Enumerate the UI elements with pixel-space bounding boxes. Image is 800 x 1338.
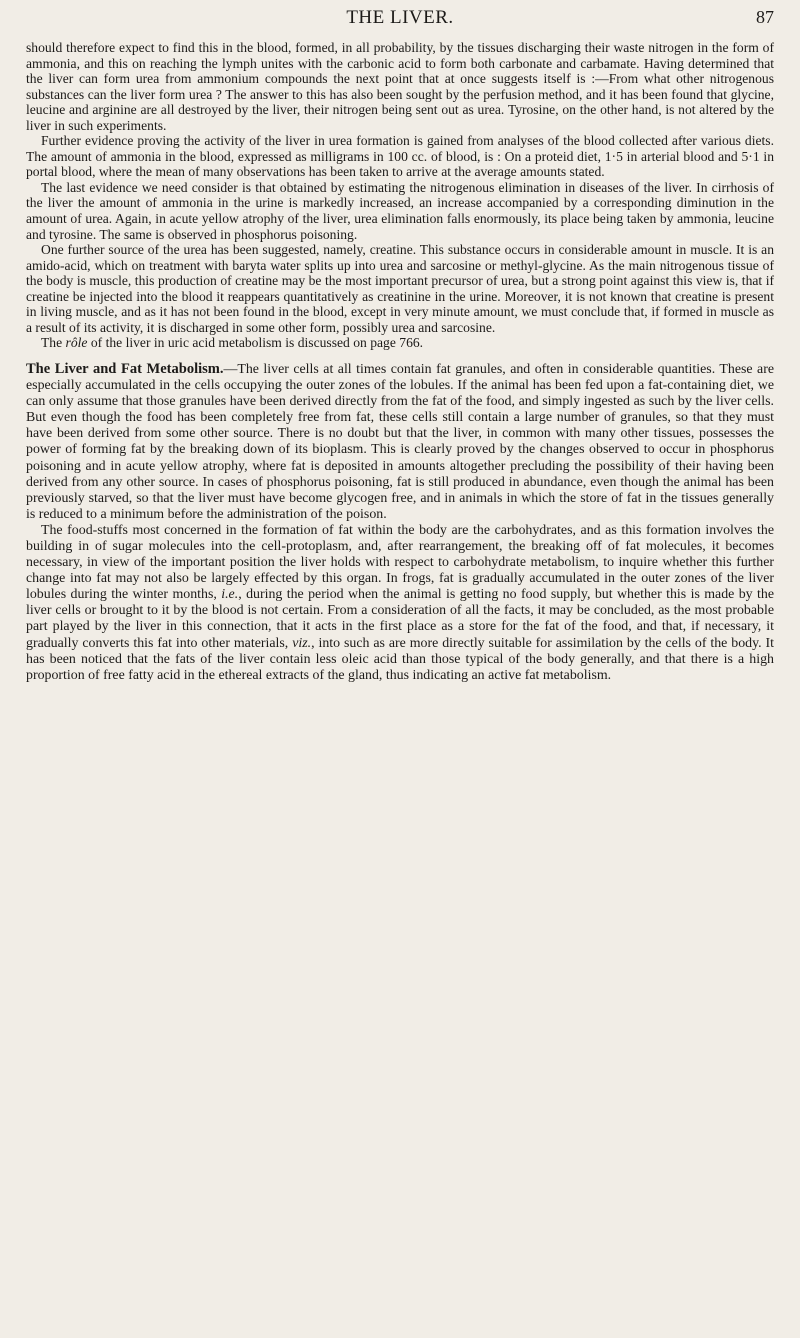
section-heading: The Liver and Fat Metabolism.	[26, 360, 224, 377]
paragraph-uric-acid	[26, 335, 774, 351]
carbohydrates-part-2: , during the period when the animal is getting no food supply, but whether this is made by the liver cells or brought to it by the blood is not certain. From a consideration of all the facts, it may be concluded, as the most probable part played by the liver in this connection, that it acts in the first place as a store for the fat of the food, and that, if necessary, it gradually converts this fat into other materials,	[26, 587, 774, 651]
paragraph-urea-precursors: should therefore expect to find this in the blood, formed, in all probability, by the tissues discharging their waste nitrogen in the form of ammonia, and this on reaching the lymph unites with the carbonic acid to form both carbonate and carbamate. Having determined that the liver can form urea from ammonium compounds the next point that at once suggests itself is :—From what other nitrogenous substances can the liver form urea ? The answer to this has also been sought by the perfusion method, and it has been found that glycine, leucine and arginine are all destroyed by the liver, their nitrogen being sent out as urea. Tyrosine, on the other hand, is not altered by the liver in such experiments.	[26, 40, 774, 133]
paragraph-carbohydrates	[26, 523, 774, 684]
page-number: 87	[756, 7, 774, 27]
role-word: rôle	[65, 335, 88, 351]
paragraph-creatine: One further source of the urea has been suggested, namely, creatine. This substance occurs in considerable amount in muscle. It is an amido-acid, which on treatment with baryta water splits up into urea and sarcosine or methyl-glycine. As the main nitrogenous tissue of the body is muscle, this production of creatine may be the most important precursor of urea, but a strong point against this view is, that if creatine be injected into the blood it reappears quantitatively as creatinine in the urine. Moreover, it is not known that creatine is present in living muscle, and as it has not been found in the blood, except in very minute amount, we must conclude that, if formed in muscle as a result of its activity, it is discharged in some other form, possibly urea and sarcosine.	[26, 242, 774, 335]
ie-abbreviation: i.e.	[221, 587, 239, 603]
paragraph-blood-analyses: Further evidence proving the activity of the liver in urea formation is gained from analyses of the blood collected after various diets. The amount of ammonia in the blood, expressed as milligrams in 100 cc. of blood, is : On a proteid diet, 1·5 in arterial blood and 5·1 in portal blood, where the mean of many observations has been taken to arrive at the average amounts stated.	[26, 133, 774, 180]
page-header	[26, 7, 774, 31]
uric-acid-suffix: of the liver in uric acid metabolism is discussed on page 766.	[87, 335, 424, 351]
paragraph-fat-metabolism	[26, 361, 774, 523]
running-title: THE LIVER.	[346, 7, 454, 28]
viz-abbreviation: viz.	[292, 635, 312, 651]
carbohydrates-part-3: , into such as are more directly suitable for assimilation by the cells of the body. It has been noticed that the fats of the liver contain less oleic acid than those typical of the body generally, and that there is a high proportion of free fatty acid in the ethereal extracts of the gland, thus indicating an active fat metabolism.	[26, 635, 775, 683]
fat-metabolism-text: —The liver cells at all times contain fat granules, and often in considerable quantities. These are especially accumulated in the cells occupying the outer zones of the lobules. If the animal has been fed upon a fat-containing diet, we can only assume that those granules have been derived directly from the fat of the food, and simply ingested as such by the liver cells. But even though the food has been completely free from fat, these cells still contain a large number of granules, so that they must have been derived from some other source. There is no doubt but that the liver, in common with many other tissues, possesses the power of forming fat by the breaking down of its bioplasm. This is clearly proved by the changes observed to occur in phosphorus poisoning and in acute yellow atrophy, where fat is deposited in amounts altogether precluding the possibility of their having been derived from any other source. In cases of phosphorus poisoning, fat is still produced in abundance, even though the animal has been previously starved, so that the liver must have become glycogen free, and in animals in which the store of fat in the tissues generally is reduced to a minimum before the administration of the poison.	[26, 361, 774, 522]
paragraph-liver-diseases: The last evidence we need consider is that obtained by estimating the nitrogenous elimination in diseases of the liver. In cirrhosis of the liver the amount of ammonia in the urine is markedly increased, an increase accompanied by a corresponding diminution in the amount of urea. Again, in acute yellow atrophy of the liver, urea elimination falls enormously, its place being taken by ammonia, leucine and tyrosine. The same is observed in phosphorus poisoning.	[26, 179, 774, 242]
uric-acid-prefix: The	[41, 335, 66, 351]
body-text	[26, 40, 774, 684]
carbohydrates-part-1: The food-stuffs most concerned in the formation of fat within the body are the carbohydrates, and as this formation involves the building in of sugar molecules into the cell-protoplasm, and, after rearrangement, the breaking off of fat molecules, it becomes necessary, in view of the important position the liver holds with respect to carbohydrate metabolism, to inquire whether this further change into fat may not also be largely effected by this organ. In frogs, fat is gradually accumulated in the outer zones of the liver lobules during the winter months,	[26, 522, 774, 603]
